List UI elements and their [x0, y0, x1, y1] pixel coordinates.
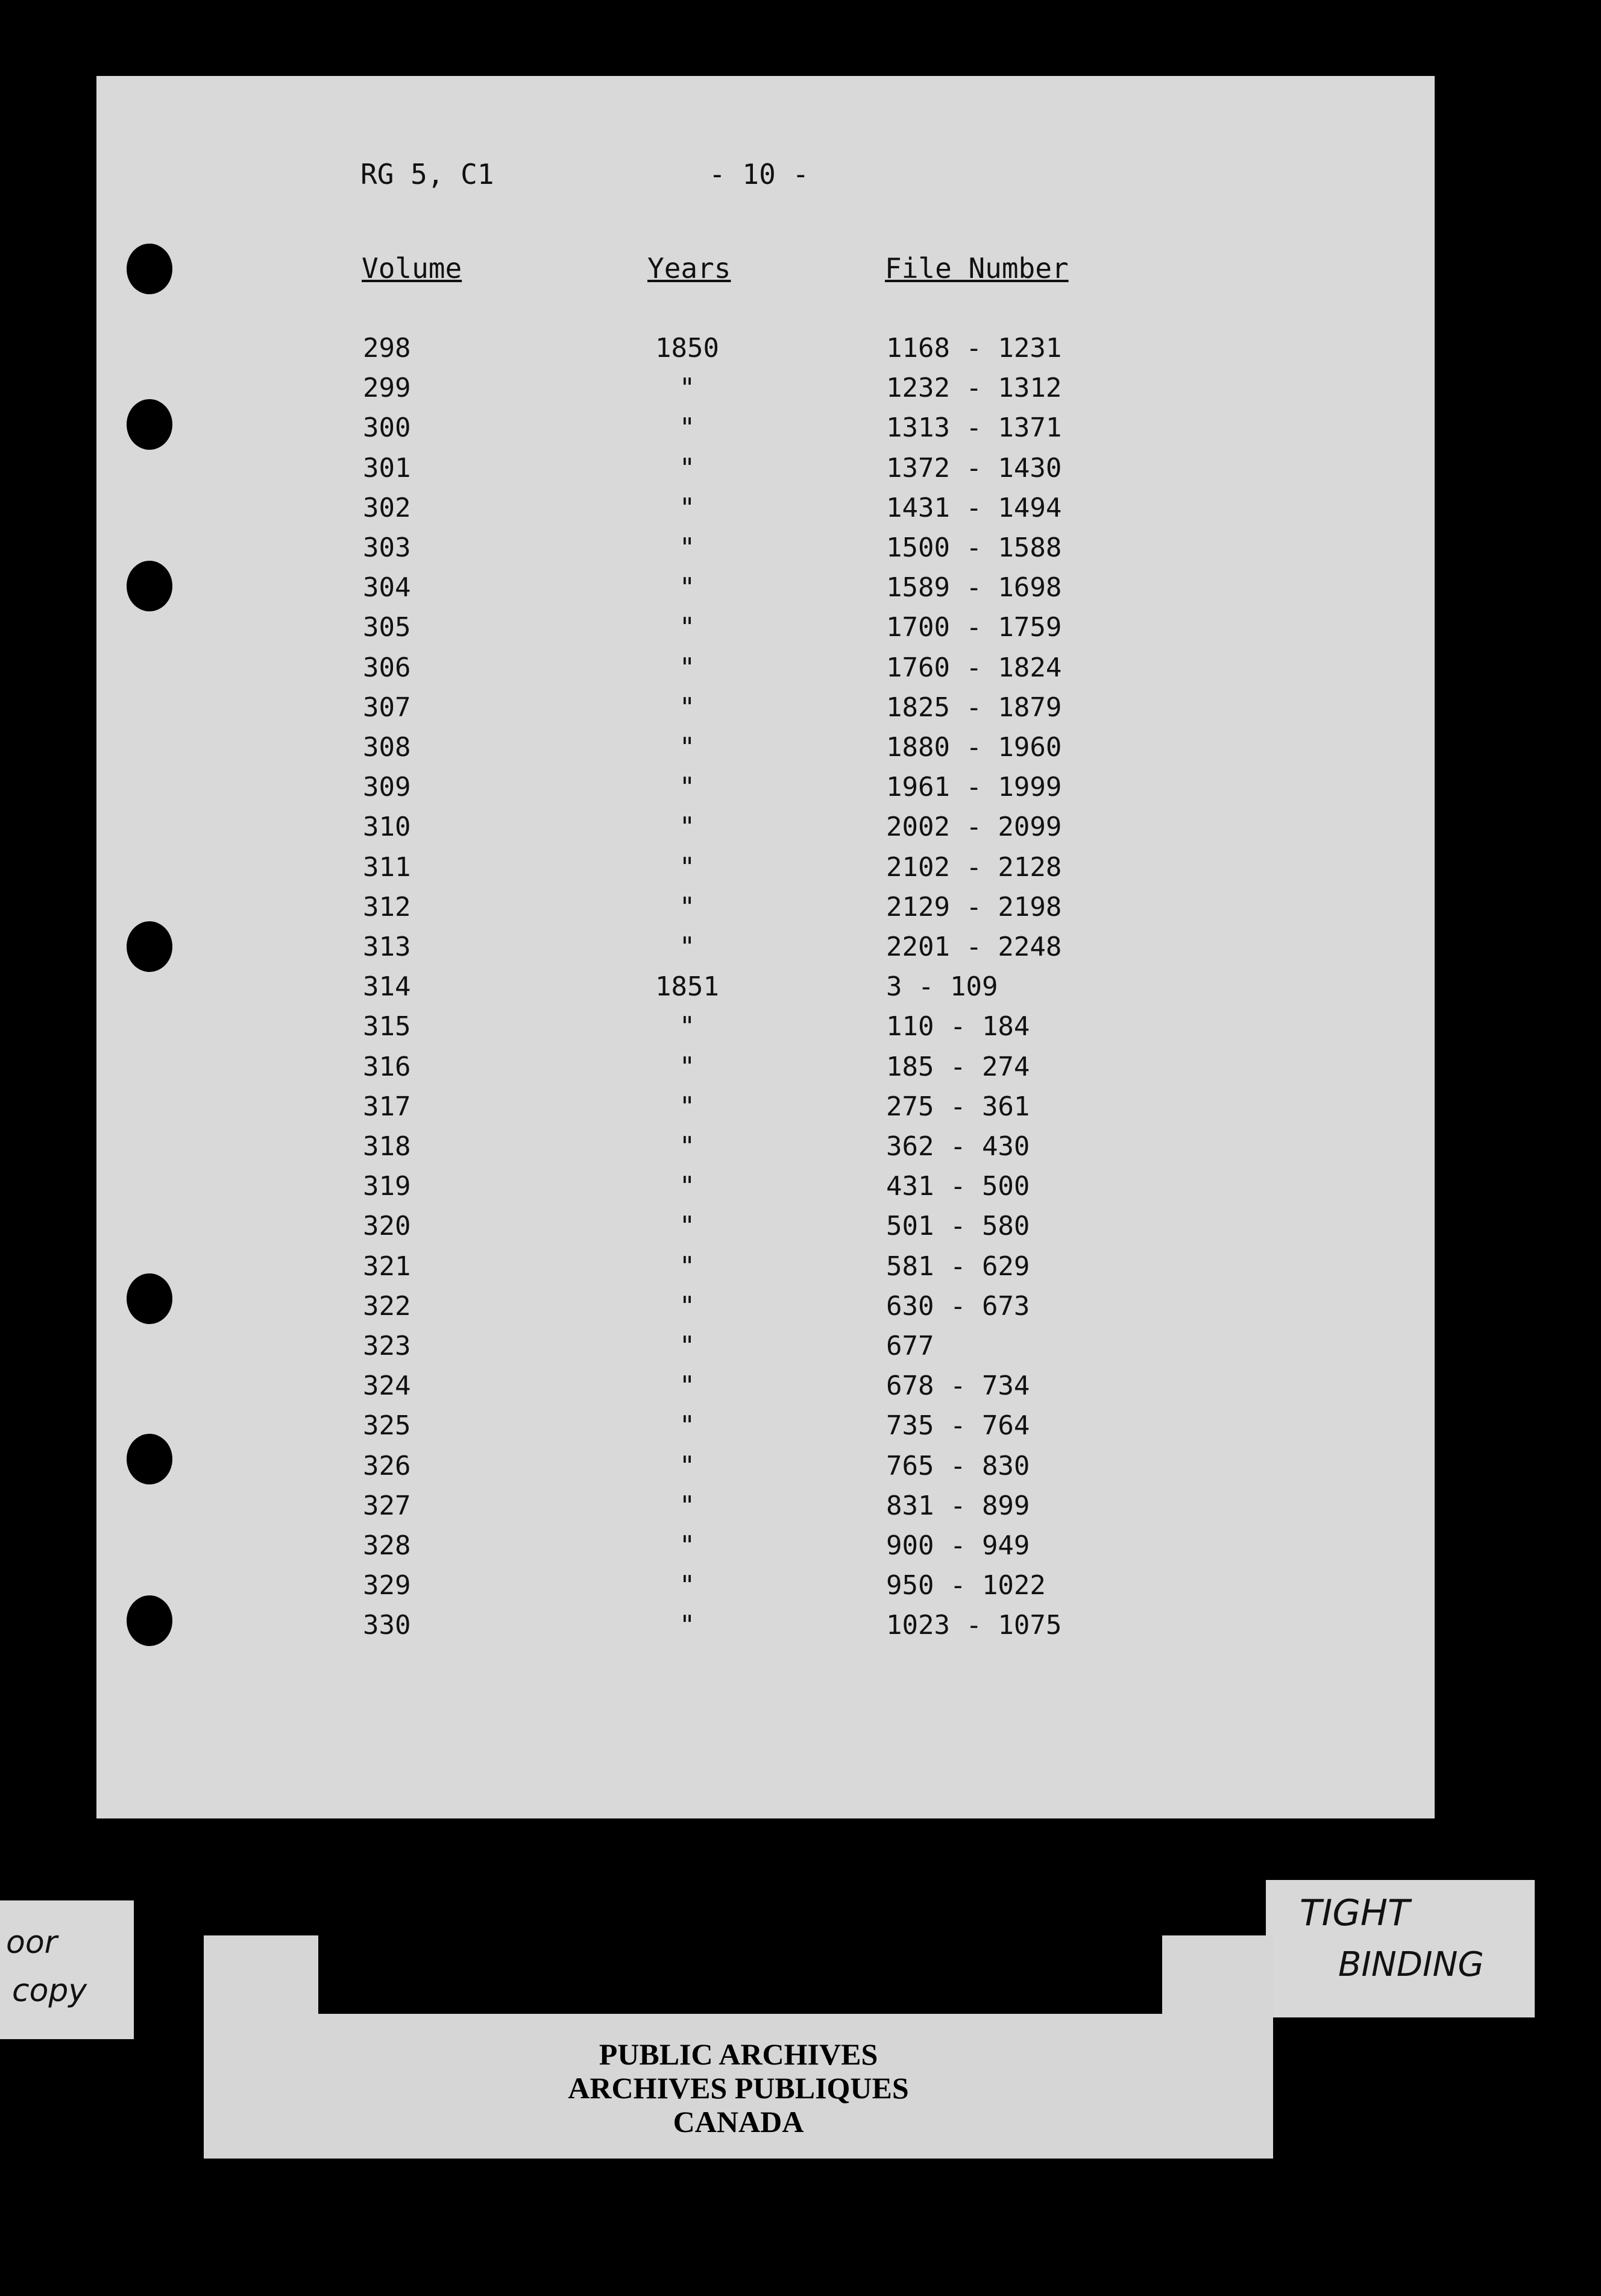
- years-cell: ": [679, 652, 696, 683]
- years-cell: ": [679, 892, 696, 922]
- table-row: [0, 971, 1601, 1011]
- file-number-cell: 501 - 580: [886, 1211, 1030, 1241]
- file-number-cell: 1431 - 1494: [886, 493, 1062, 523]
- volume-cell: 329: [363, 1570, 411, 1601]
- table-row: [0, 692, 1601, 732]
- stamp-line: CANADA: [673, 2105, 804, 2139]
- volume-cell: 313: [363, 932, 411, 962]
- volume-cell: 309: [363, 772, 411, 803]
- volume-cell: 318: [363, 1131, 411, 1162]
- archives-stamp: [204, 1935, 1273, 2159]
- years-cell: ": [679, 532, 696, 563]
- volume-cell: 321: [363, 1251, 411, 1282]
- years-cell: ": [679, 453, 696, 484]
- file-number-cell: 431 - 500: [886, 1171, 1030, 1202]
- years-cell: ": [679, 412, 696, 443]
- table-row: [0, 612, 1601, 652]
- file-number-cell: 630 - 673: [886, 1291, 1030, 1322]
- years-cell: ": [679, 1610, 696, 1641]
- file-number-cell: 581 - 629: [886, 1251, 1030, 1282]
- file-number-cell: 185 - 274: [886, 1052, 1030, 1082]
- volume-cell: 325: [363, 1410, 411, 1441]
- volume-cell: 326: [363, 1451, 411, 1481]
- table-row: [0, 1052, 1601, 1091]
- handwritten-tag-tight-binding: [1266, 1880, 1535, 2017]
- file-number-cell: 275 - 361: [886, 1091, 1030, 1122]
- file-number-cell: 1589 - 1698: [886, 572, 1062, 603]
- table-row: [0, 1410, 1601, 1450]
- file-number-cell: 950 - 1022: [886, 1570, 1046, 1601]
- binder-hole: [127, 244, 172, 294]
- volume-cell: 304: [363, 572, 411, 603]
- volume-cell: 311: [363, 852, 411, 883]
- reference-code: RG 5, C1: [360, 158, 494, 191]
- volume-cell: 330: [363, 1610, 411, 1641]
- table-row: [0, 732, 1601, 772]
- file-number-cell: 1313 - 1371: [886, 412, 1062, 443]
- table-row: [0, 412, 1601, 452]
- stamp-line: ARCHIVES PUBLIQUES: [568, 2071, 909, 2105]
- file-number-cell: 2129 - 2198: [886, 892, 1062, 922]
- table-row: [0, 1451, 1601, 1490]
- table-row: [0, 652, 1601, 692]
- file-number-cell: 3 - 109: [886, 971, 998, 1002]
- file-number-cell: 1825 - 1879: [886, 692, 1062, 723]
- years-cell: ": [679, 932, 696, 962]
- stamp-cutout: [318, 1935, 1162, 2014]
- file-number-cell: 678 - 734: [886, 1370, 1030, 1401]
- volume-cell: 320: [363, 1211, 411, 1241]
- table-row: [0, 572, 1601, 612]
- years-cell: ": [679, 692, 696, 723]
- table-row: [0, 1530, 1601, 1570]
- years-cell: ": [679, 1530, 696, 1561]
- years-cell: ": [679, 1052, 696, 1082]
- volume-cell: 319: [363, 1171, 411, 1202]
- table-row: [0, 1331, 1601, 1370]
- table-row: [0, 493, 1601, 532]
- table-row: [0, 1211, 1601, 1250]
- table-row: [0, 812, 1601, 851]
- table-row: [0, 532, 1601, 572]
- file-number-cell: 1232 - 1312: [886, 373, 1062, 403]
- file-number-cell: 1961 - 1999: [886, 772, 1062, 803]
- file-number-cell: 2102 - 2128: [886, 852, 1062, 883]
- table-row: [0, 1171, 1601, 1211]
- file-number-cell: 2002 - 2099: [886, 812, 1062, 842]
- volume-cell: 303: [363, 532, 411, 563]
- tag-text: TIGHT: [1300, 1892, 1410, 1934]
- volume-cell: 307: [363, 692, 411, 723]
- handwritten-tag-poor-copy: [0, 1900, 134, 2039]
- file-number-cell: 677: [886, 1331, 934, 1361]
- file-number-cell: 1760 - 1824: [886, 652, 1062, 683]
- years-cell: ": [679, 1291, 696, 1322]
- years-cell: ": [679, 373, 696, 403]
- table-row: [0, 1370, 1601, 1410]
- file-number-cell: 110 - 184: [886, 1011, 1030, 1042]
- column-header-file-number: File Number: [885, 252, 1069, 285]
- table-row: [0, 1291, 1601, 1331]
- volume-cell: 299: [363, 373, 411, 403]
- years-cell: ": [679, 1011, 696, 1042]
- volume-cell: 316: [363, 1052, 411, 1082]
- years-cell: 1850: [655, 333, 719, 364]
- years-cell: 1851: [655, 971, 719, 1002]
- years-cell: ": [679, 572, 696, 603]
- years-cell: ": [679, 1410, 696, 1441]
- volume-cell: 306: [363, 652, 411, 683]
- file-number-cell: 735 - 764: [886, 1410, 1030, 1441]
- volume-cell: 298: [363, 333, 411, 364]
- years-cell: ": [679, 1211, 696, 1241]
- page-number: - 10 -: [709, 158, 810, 191]
- years-cell: ": [679, 772, 696, 803]
- years-cell: ": [679, 1490, 696, 1521]
- years-cell: ": [679, 493, 696, 523]
- file-number-cell: 1168 - 1231: [886, 333, 1062, 364]
- years-cell: ": [679, 852, 696, 883]
- years-cell: ": [679, 1331, 696, 1361]
- table-row: [0, 932, 1601, 971]
- years-cell: ": [679, 1570, 696, 1601]
- volume-cell: 302: [363, 493, 411, 523]
- years-cell: ": [679, 1091, 696, 1122]
- years-cell: ": [679, 812, 696, 842]
- years-cell: ": [679, 1370, 696, 1401]
- table-row: [0, 453, 1601, 493]
- table-row: [0, 1570, 1601, 1610]
- file-number-cell: 2201 - 2248: [886, 932, 1062, 962]
- volume-cell: 308: [363, 732, 411, 763]
- table-row: [0, 852, 1601, 892]
- volume-cell: 324: [363, 1370, 411, 1401]
- file-number-cell: 1372 - 1430: [886, 453, 1062, 484]
- years-cell: ": [679, 1451, 696, 1481]
- years-cell: ": [679, 1251, 696, 1282]
- tag-text: copy: [12, 1973, 87, 2009]
- file-number-cell: 900 - 949: [886, 1530, 1030, 1561]
- years-cell: ": [679, 1131, 696, 1162]
- volume-cell: 300: [363, 412, 411, 443]
- years-cell: ": [679, 612, 696, 643]
- file-number-cell: 831 - 899: [886, 1490, 1030, 1521]
- table-row: [0, 1131, 1601, 1171]
- volume-cell: 328: [363, 1530, 411, 1561]
- table-row: [0, 1490, 1601, 1530]
- table-row: [0, 1011, 1601, 1051]
- volume-cell: 323: [363, 1331, 411, 1361]
- column-header-volume: Volume: [362, 252, 462, 285]
- volume-cell: 310: [363, 812, 411, 842]
- tag-text: BINDING: [1338, 1945, 1484, 1984]
- volume-cell: 322: [363, 1291, 411, 1322]
- volume-cell: 317: [363, 1091, 411, 1122]
- file-number-cell: 765 - 830: [886, 1451, 1030, 1481]
- table-row: [0, 1251, 1601, 1291]
- column-header-years: Years: [647, 252, 731, 285]
- volume-cell: 305: [363, 612, 411, 643]
- years-cell: ": [679, 732, 696, 763]
- volume-cell: 315: [363, 1011, 411, 1042]
- table-row: [0, 892, 1601, 932]
- table-row: [0, 1610, 1601, 1650]
- table-row: [0, 1091, 1601, 1131]
- table-row: [0, 373, 1601, 412]
- table-row: [0, 333, 1601, 373]
- file-number-cell: 362 - 430: [886, 1131, 1030, 1162]
- volume-cell: 301: [363, 453, 411, 484]
- table-row: [0, 772, 1601, 812]
- stamp-line: PUBLIC ARCHIVES: [599, 2037, 878, 2071]
- file-number-cell: 1700 - 1759: [886, 612, 1062, 643]
- tag-text: oor: [6, 1925, 58, 1961]
- years-cell: ": [679, 1171, 696, 1202]
- file-number-cell: 1880 - 1960: [886, 732, 1062, 763]
- file-number-cell: 1023 - 1075: [886, 1610, 1062, 1641]
- volume-cell: 312: [363, 892, 411, 922]
- volume-cell: 327: [363, 1490, 411, 1521]
- file-number-cell: 1500 - 1588: [886, 532, 1062, 563]
- volume-cell: 314: [363, 971, 411, 1002]
